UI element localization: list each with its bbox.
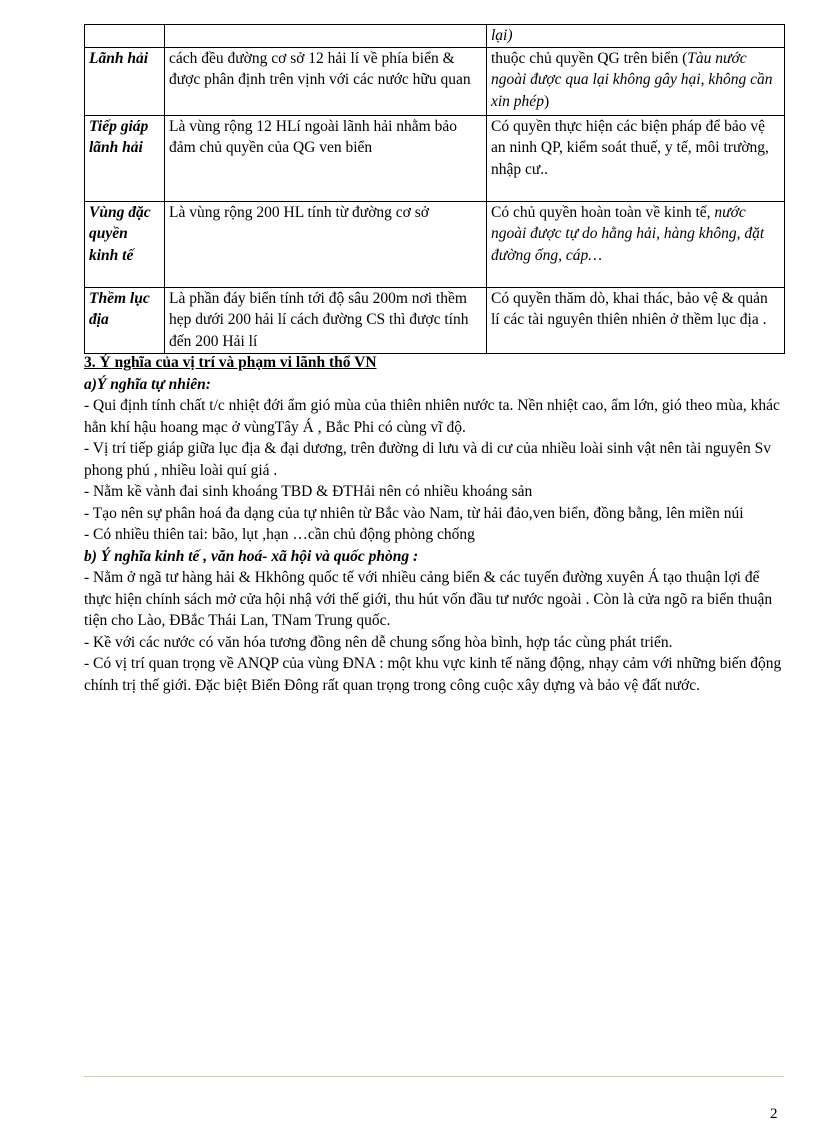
zone-rights-plain: Có quyền thực hiện các biện pháp để bảo vệ an ninh QP, kiểm soát thuế, y tế, môi trường, nhập cư.. bbox=[491, 117, 769, 178]
section-title: 3. Ý nghĩa của vị trí và phạm vi lãnh thổ VN bbox=[84, 354, 377, 371]
paragraph: - Có nhiều thiên tai: bão, lụt ,hạn …cần chủ động phòng chống bbox=[84, 526, 475, 543]
paragraph: - Qui định tính chất t/c nhiệt đới ẩm gió mùa của thiên nhiên nước ta. Nền nhiệt cao, ẩm lớn, gió theo mùa, khác hẳn khí hậu hoang mạc ở vùngTây Á , Bắc Phi có cùng vĩ độ. bbox=[84, 397, 780, 436]
maritime-zones-table bbox=[84, 24, 785, 354]
zone-term: Vùng đặc quyền kinh tế bbox=[85, 201, 165, 287]
zone-rights-plain: Có chủ quyền hoàn toàn về kinh tế, bbox=[491, 203, 715, 221]
zone-rights bbox=[487, 115, 785, 201]
zone-rights-plain: thuộc chủ quyền QG trên biển ( bbox=[491, 49, 688, 67]
zone-definition bbox=[165, 25, 487, 48]
zone-rights bbox=[487, 287, 785, 353]
zone-rights-italic: Tàu nước ngoài được qua lại không gây hại, không cần xin phép bbox=[491, 49, 773, 110]
paragraph: - Nằm ở ngã tư hàng hải & Hkhông quốc tế với nhiều cảng biển & các tuyến đường xuyên Á tạo thuận lợi để thực hiện chính sách mở cửa hội nhậ với thế giới, thu hút vốn đầu tư nước ngoài . Còn là cửa ngõ ra biển thuận tiện cho Lào, ĐBắc Thái Lan, TNam Trung quốc. bbox=[84, 569, 773, 629]
section-3 bbox=[84, 352, 788, 696]
subsection-a-title: a)Ý nghĩa tự nhiên: bbox=[84, 375, 211, 393]
subsection-b-title: b) Ý nghĩa kinh tế , văn hoá- xã hội và quốc phòng : bbox=[84, 547, 419, 565]
zone-rights-italic: nước ngoài được tự do hằng hải, hàng không, đặt đường ống, cáp… bbox=[491, 203, 765, 264]
zone-rights-tail: ) bbox=[543, 92, 550, 110]
paragraph: - Vị trí tiếp giáp giữa lục địa & đại dương, trên đường di lưu và di cư của nhiều loài sinh vật nên tài nguyên Sv phong phú , nhiều loài quí giá . bbox=[84, 440, 772, 479]
table-row bbox=[85, 47, 785, 115]
page-number: 2 bbox=[770, 1106, 778, 1122]
table-row bbox=[85, 115, 785, 201]
zone-definition: Là vùng rộng 200 HL tính từ đường cơ sở bbox=[165, 201, 487, 287]
zone-rights-plain: Có quyền thăm dò, khai thác, bảo vệ & quản lí các tài nguyên thiên nhiên ở thềm lục địa . bbox=[491, 289, 768, 328]
zone-term bbox=[85, 25, 165, 48]
paragraph: - Có vị trí quan trọng về ANQP của vùng ĐNA : một khu vực kinh tế năng động, nhạy cảm với những biến động chính trị thế giới. Đặc biệt Biển Đông rất quan trọng trong công cuộc xây dựng và bảo vệ đất nước. bbox=[84, 655, 782, 694]
table-row bbox=[85, 25, 785, 48]
zone-term: Lãnh hải bbox=[85, 47, 165, 115]
table-row bbox=[85, 287, 785, 353]
zone-definition: cách đều đường cơ sở 12 hải lí về phía biển & được phân định trên vịnh với các nước hữu quan bbox=[165, 47, 487, 115]
zone-definition: Là phần đáy biển tính tới độ sâu 200m nơi thềm hẹp dưới 200 hải lí cách đường CS thì được tính đến 200 Hải lí bbox=[165, 287, 487, 353]
paragraph: - Tạo nên sự phân hoá đa dạng của tự nhiên từ Bắc vào Nam, từ hải đảo,ven biển, đồng bằng, lên miền núi bbox=[84, 504, 744, 522]
zone-term: Tiếp giáp lãnh hải bbox=[85, 115, 165, 201]
table-row bbox=[85, 201, 785, 287]
paragraph: - Kề với các nước có văn hóa tương đồng nên dễ chung sống hòa bình, hợp tác cùng phát triển. bbox=[84, 633, 673, 651]
zone-definition: Là vùng rộng 12 HLí ngoài lãnh hải nhằm bảo đảm chủ quyền của QG ven biển bbox=[165, 115, 487, 201]
zone-rights bbox=[487, 201, 785, 287]
zone-term: Thềm lục địa bbox=[85, 287, 165, 353]
zone-rights bbox=[487, 25, 785, 48]
zone-rights bbox=[487, 47, 785, 115]
footer-rule bbox=[84, 1076, 784, 1077]
paragraph: - Nằm kề vành đai sinh khoáng TBD & ĐTHải nên có nhiều khoáng sản bbox=[84, 483, 533, 500]
zone-rights-italic: lại) bbox=[491, 27, 513, 44]
